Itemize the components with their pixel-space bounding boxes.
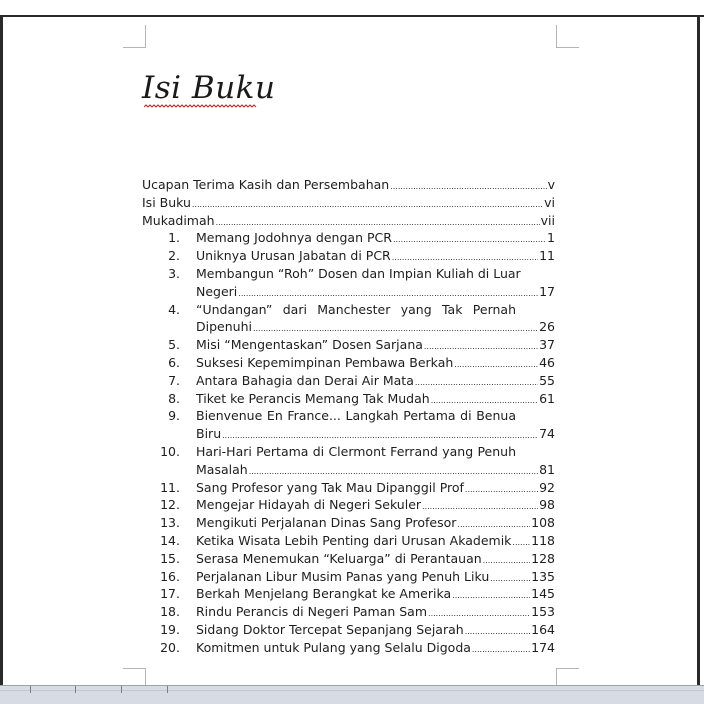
toc-entry-title: Komitmen untuk Pulang yang Selalu Digoda xyxy=(196,639,471,655)
toc-entry-title-line xyxy=(196,302,516,318)
toc-page-number: 108 xyxy=(531,515,555,531)
toc-entry-title: Negeri xyxy=(196,283,238,299)
toc-entry-title: Perjalanan Libur Musim Panas yang Penuh Liku xyxy=(196,568,490,584)
toc-chapter-number: 9. xyxy=(168,408,180,424)
toc-entry[interactable] xyxy=(142,213,555,229)
toc-entry[interactable] xyxy=(196,622,555,638)
toc-chapter-number: 19. xyxy=(160,622,180,637)
toc-page-number: 153 xyxy=(531,604,555,620)
toc-entry[interactable] xyxy=(196,640,555,656)
toc-entry-title: Tiket ke Perancis Memang Tak Mudah xyxy=(196,390,430,406)
toc-chapter-number: 7. xyxy=(168,372,180,388)
toc-entry[interactable] xyxy=(196,569,555,585)
toc-page-number: 1 xyxy=(547,230,555,246)
toc-dot-leader xyxy=(238,288,538,300)
toc-dot-leader xyxy=(465,484,538,496)
toc-chapter-number: 20. xyxy=(160,639,180,655)
toc-chapter-number: 5. xyxy=(168,337,180,353)
toc-chapter-number: 1. xyxy=(168,230,180,246)
toc-page-number: 37 xyxy=(539,337,555,353)
toc-chapter-number: 3. xyxy=(168,266,180,281)
toc-dot-leader xyxy=(249,466,538,478)
toc-dot-leader xyxy=(222,430,538,442)
toc-chapter-number: 16. xyxy=(160,568,180,584)
toc-entry[interactable] xyxy=(196,248,555,264)
ruler-tick xyxy=(167,686,168,693)
toc-entry-title: Memang Jodohnya dengan PCR xyxy=(196,230,392,246)
toc-entry[interactable] xyxy=(196,462,555,478)
toc-entry[interactable] xyxy=(196,319,555,335)
toc-entry[interactable] xyxy=(196,284,555,300)
toc-entry-title-text: “Undangan” dari Manchester yang Tak Pernah xyxy=(196,301,516,317)
toc-entry[interactable] xyxy=(196,355,555,371)
toc-entry-title-line xyxy=(196,444,516,460)
crop-mark-bottom-right xyxy=(556,668,579,685)
toc-entry[interactable] xyxy=(196,586,555,602)
toc-entry-title: Ketika Wisata Lebih Penting dari Urusan Akademik xyxy=(196,533,512,548)
spellcheck-underline xyxy=(144,104,258,108)
toc-chapter-number: 10. xyxy=(160,444,180,459)
toc-dot-leader xyxy=(454,359,538,371)
toc-chapter-number: 12. xyxy=(160,497,180,513)
toc-page-number: v xyxy=(547,177,555,192)
toc-entry-title: Uniknya Urusan Jabatan di PCR xyxy=(196,248,391,264)
toc-dot-leader xyxy=(512,537,530,549)
toc-entry-title-line xyxy=(196,266,521,282)
toc-entry-title-line xyxy=(196,408,516,424)
toc-chapter-number: 17. xyxy=(160,586,180,602)
toc-dot-leader xyxy=(465,626,530,638)
toc-chapter-number: 4. xyxy=(168,301,180,317)
toc-entry[interactable] xyxy=(196,497,555,513)
toc-dot-leader xyxy=(472,644,530,656)
toc-entry[interactable] xyxy=(196,391,555,407)
toc-entry[interactable] xyxy=(142,195,555,211)
crop-mark-bottom-left xyxy=(123,668,146,685)
toc-dot-leader xyxy=(192,199,543,211)
toc-dot-leader xyxy=(424,341,538,353)
toc-page-number: 118 xyxy=(531,533,555,548)
toc-chapter-number: 2. xyxy=(168,248,180,264)
toc-page-number: 46 xyxy=(539,355,555,370)
toc-dot-leader xyxy=(415,377,538,389)
toc-chapter-number: 13. xyxy=(160,515,180,531)
toc-entry[interactable] xyxy=(196,604,555,620)
toc-chapter-number: 8. xyxy=(168,390,180,406)
toc-page-number: 92 xyxy=(539,479,555,495)
toc-page-number: 11 xyxy=(539,248,555,264)
toc-chapter-number: 15. xyxy=(160,550,180,566)
toc-entry[interactable] xyxy=(196,230,555,246)
toc-entry[interactable] xyxy=(196,533,555,549)
toc-entry[interactable] xyxy=(196,373,555,389)
toc-page-number: 81 xyxy=(539,461,555,477)
toc-entry[interactable] xyxy=(196,337,555,353)
toc-entry-title-text: Hari-Hari Pertama di Clermont Ferrand yang Penuh xyxy=(196,444,516,459)
horizontal-ruler xyxy=(0,685,704,704)
toc-chapter-number: 18. xyxy=(160,604,180,620)
toc-entry-title: Biru xyxy=(196,426,222,442)
page-title[interactable]: Isi Buku xyxy=(142,70,276,106)
toc-dot-leader xyxy=(490,573,530,585)
toc-page-number: 128 xyxy=(531,550,555,566)
toc-dot-leader xyxy=(392,252,538,264)
toc-entry-title-text: Bienvenue En France... Langkah Pertama di Benua xyxy=(196,408,516,424)
toc-page-number: vi xyxy=(544,194,555,210)
toc-entry-title-text: Membangun “Roh” Dosen dan Impian Kuliah di Luar xyxy=(196,266,521,281)
toc-entry[interactable] xyxy=(196,480,555,496)
toc-entry-title: Rindu Perancis di Negeri Paman Sam xyxy=(196,604,428,620)
toc-entry-title: Isi Buku xyxy=(142,194,191,210)
toc-page-number: 26 xyxy=(539,319,555,335)
toc-entry[interactable] xyxy=(196,515,555,531)
toc-entry-title: Ucapan Terima Kasih dan Persembahan xyxy=(142,177,390,192)
toc-dot-leader xyxy=(457,519,530,531)
ruler-tick xyxy=(121,686,122,693)
toc-entry-title: Antara Bahagia dan Derai Air Mata xyxy=(196,372,414,388)
toc-entry[interactable] xyxy=(196,426,555,442)
toc-entry-title: Dipenuhi xyxy=(196,319,252,335)
toc-entry-title: Misi “Mengentaskan” Dosen Sarjana xyxy=(196,337,423,353)
toc-chapter-number: 11. xyxy=(160,479,180,495)
toc-entry[interactable] xyxy=(142,177,555,193)
toc-entry-title: Serasa Menemukan “Keluarga” di Perantauan xyxy=(196,550,482,566)
toc-entry-title: Sidang Doktor Tercepat Sepanjang Sejarah xyxy=(196,622,464,637)
window-right-border xyxy=(697,15,700,687)
ruler-tick xyxy=(30,686,31,693)
toc-dot-leader xyxy=(253,323,538,335)
toc-page-number: 61 xyxy=(539,390,555,406)
crop-mark-top-right xyxy=(556,25,579,48)
toc-dot-leader xyxy=(452,590,530,602)
toc-chapter-number: 6. xyxy=(168,355,180,370)
toc-entry-title: Mukadimah xyxy=(142,212,215,228)
toc-page-number: vii xyxy=(540,212,555,228)
ruler-line xyxy=(0,690,704,691)
toc-chapter-number: 14. xyxy=(160,533,180,548)
toc-dot-leader xyxy=(483,555,530,567)
toc-dot-leader xyxy=(428,608,530,620)
toc-page-number: 145 xyxy=(531,586,555,602)
toc-entry-title: Suksesi Kepemimpinan Pembawa Berkah xyxy=(196,355,454,370)
toc-dot-leader xyxy=(431,395,538,407)
toc-page-number: 55 xyxy=(539,372,555,388)
ruler-tick xyxy=(75,686,76,693)
toc-entry-title: Mengikuti Perjalanan Dinas Sang Profesor xyxy=(196,515,457,531)
toc-dot-leader xyxy=(390,181,546,193)
crop-mark-top-left xyxy=(123,25,146,48)
toc-entry-title: Mengejar Hidayah di Negeri Sekuler xyxy=(196,497,422,513)
toc-entry-title: Berkah Menjelang Berangkat ke Amerika xyxy=(196,586,452,602)
toc-entry-title: Masalah xyxy=(196,461,248,477)
toc-page-number: 98 xyxy=(539,497,555,513)
toc-dot-leader xyxy=(216,217,540,229)
toc-page-number: 135 xyxy=(531,568,555,584)
toc-page-number: 164 xyxy=(531,622,555,637)
toc-dot-leader xyxy=(422,501,538,513)
toc-page-number: 74 xyxy=(539,426,555,442)
toc-dot-leader xyxy=(393,234,546,246)
toc-entry[interactable] xyxy=(196,551,555,567)
toc-page-number: 17 xyxy=(539,283,555,299)
toc-page-number: 174 xyxy=(531,639,555,655)
window-top-border xyxy=(0,0,704,17)
toc-entry-title: Sang Profesor yang Tak Mau Dipanggil Prof xyxy=(196,479,464,495)
